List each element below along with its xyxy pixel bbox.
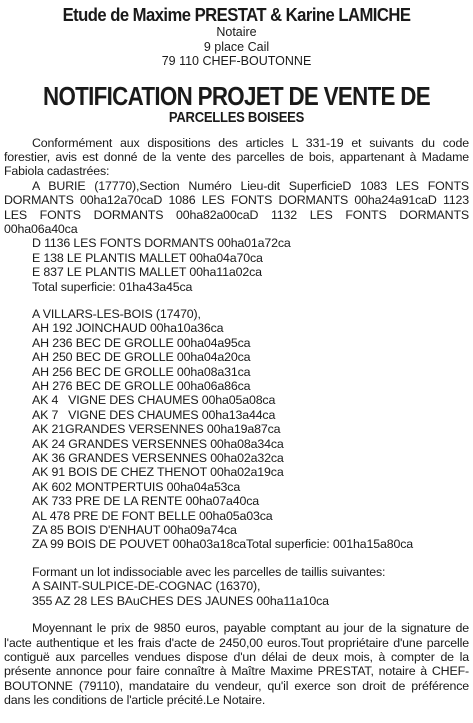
parcel-row: AH 236 BEC DE GROLLE 00ha04a95ca (32, 335, 251, 350)
parcel-row: AK 21GRANDES VERSENNES 00ha19a87ca (32, 422, 281, 437)
parcel-row: AH 276 BEC DE GROLLE 00ha06a86ca (32, 379, 251, 393)
office-name: Etude de Maxime PRESTAT & Karine LAMICHE (62, 4, 411, 25)
parcel-row: D 1136 LES FONTS DORMANTS 00ha01a72ca (32, 236, 291, 251)
section-gap (4, 294, 469, 307)
burie-parcels-header: A BURIE (17770),Section Numéro Lieu-dit SuperficieD 1083 LES FONTS DORMANTS 00ha12a70caD 1086 LES FONTS DORMANTS 00ha24a91caD 1123 LES FONTS DORMANTS 00ha82a00caD 1132 LES FONTS DORMANTS 00ha06a40ca (4, 178, 469, 236)
notary-office-header (0, 0, 473, 69)
closing-paragraph: Moyennant le prix de 9850 euros, payable comptant au jour de la signature de l'acte authentique et les frais d'acte de 2450,00 euros.Tout propriétaire d'une parcelle contiguë aux parcelles vendues dispose d'un délai de deux mois, à compter de la présente annonce pour faire connaître à Maître Maxime PRESTAT, notaire à CHEF-BOUTONNE (79110), mandataire du vendeur, qu'il exerce son droit de préférence dans les conditions de l'article précité.Le Notaire. (4, 621, 469, 708)
office-city: 79 110 CHEF-BOUTONNE (161, 54, 312, 68)
notice-body (4, 136, 469, 708)
parcel-row: AH 256 BEC DE GROLLE 00ha08a31ca (32, 364, 251, 379)
burie-total-row: Total superficie: 01ha43a45ca (32, 279, 193, 294)
parcel-row: 355 AZ 28 LES BAuCHES DES JAUNES 00ha11a10ca (32, 593, 329, 608)
notice-subtitle: PARCELLES BOISEES (168, 109, 305, 126)
parcel-row: AL 478 PRE DE FONT BELLE 00ha05a03ca (32, 508, 273, 523)
section-gap (4, 608, 469, 621)
parcel-row: AK 91 BOIS DE CHEZ THENOT 00ha02a19ca (32, 465, 284, 480)
parcel-row: E 837 LE PLANTIS MALLET 00ha11a02ca (32, 265, 262, 280)
section-gap (4, 552, 469, 565)
parcel-row: AH 192 JOINCHAUD 00ha10a36ca (32, 321, 224, 336)
office-street: 9 place Cail (203, 39, 270, 54)
parcel-row: AK 4 VIGNE DES CHAUMES 00ha05a08ca (32, 393, 276, 408)
parcel-row: AK 602 MONTPERTUIS 00ha04a53ca (32, 479, 241, 494)
villars-total-row: ZA 99 BOIS DE POUVET 00ha03a18caTotal superficie: 001ha15a80ca (32, 537, 414, 552)
parcel-row: AH 250 BEC DE GROLLE 00ha04a20ca (32, 350, 251, 365)
parcel-row: ZA 85 BOIS D'ENHAUT 00ha09a74ca (32, 523, 237, 538)
taillis-commune: A SAINT-SULPICE-DE-COGNAC (16370), (32, 579, 261, 594)
parcel-row: AK 733 PRE DE LA RENTE 00ha07a40ca (32, 494, 260, 509)
intro-paragraph: Conformément aux dispositions des articles L 331-19 et suivants du code forestier, avis est donné de la vente des parcelles de bois, appartenant à Madame Fabiola cadastrées: (4, 135, 469, 179)
notice-title: NOTIFICATION PROJET DE VENTE DE (43, 80, 430, 111)
taillis-intro: Formant un lot indissociable avec les parcelles de taillis suivantes: (32, 564, 386, 579)
parcel-row: AK 36 GRANDES VERSENNES 00ha02a32ca (32, 451, 284, 466)
villars-parcels-header: A VILLARS-LES-BOIS (17470), (32, 306, 201, 321)
office-role: Notaire (216, 25, 257, 39)
parcel-row: AK 7 VIGNE DES CHAUMES 00ha13a44ca (32, 407, 276, 422)
parcel-row: AK 24 GRANDES VERSENNES 00ha08a34ca (32, 436, 284, 451)
parcel-row: E 138 LE PLANTIS MALLET 00ha04a70ca (32, 250, 263, 265)
